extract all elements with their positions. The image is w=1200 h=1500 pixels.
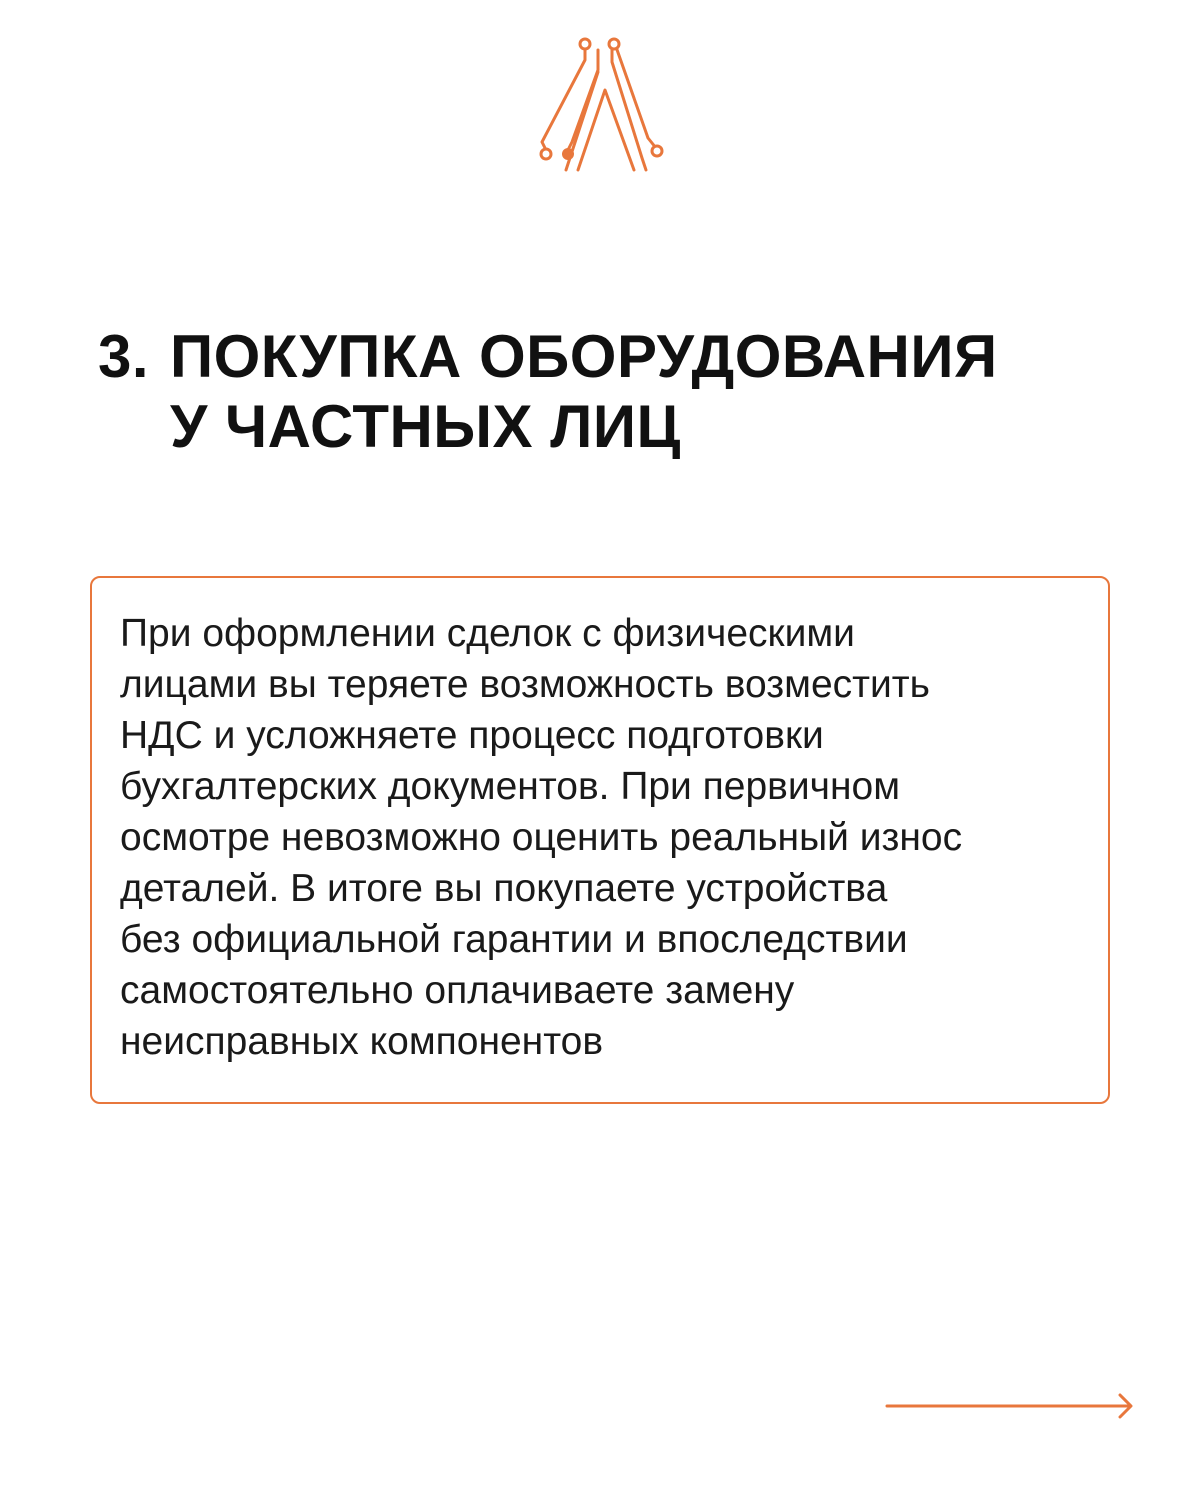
info-card xyxy=(90,576,1110,1104)
arrow-right-icon[interactable] xyxy=(884,1390,1138,1422)
title-line-2: У ЧАСТНЫХ ЛИЦ xyxy=(170,393,681,460)
page-title xyxy=(98,322,1138,462)
title-line-1: ПОКУПКА ОБОРУДОВАНИЯ xyxy=(170,323,998,390)
title-number: 3. xyxy=(98,323,150,390)
info-card-text: При оформлении сделок с физическими лицами вы теряете возможность возместить НДС и усложняете процесс подготовки бухгалтерских документов. При первичном осмотре невозможно оценить реальный износ деталей. В итоге вы покупаете устройства без официальной гарантии и впоследствии самостоятельно оплачиваете замену неисправных компонентов xyxy=(120,612,963,1063)
circuit-lambda-logo-icon xyxy=(530,30,670,175)
